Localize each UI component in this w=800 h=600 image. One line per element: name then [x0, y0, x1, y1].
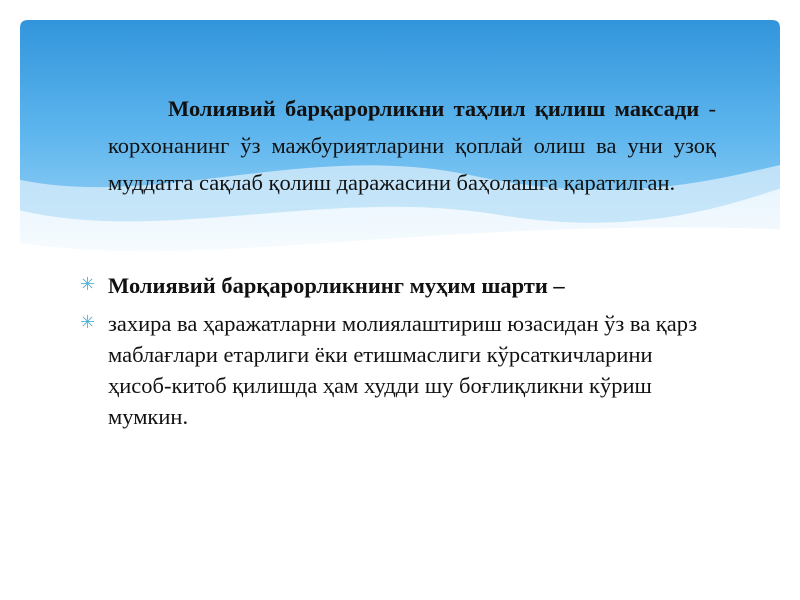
intro-rest: - корхонанинг ўз мажбуриятларини қоплай олиш ва уни узоқ муддатга сақлаб қолиш даражасини баҳолашга қаратилган. [108, 96, 716, 195]
star-bullet-icon: ✳ [80, 274, 96, 295]
intro-paragraph [108, 90, 716, 201]
bullet-text: Молиявий барқарорликнинг муҳим шарти – [108, 273, 565, 298]
intro-bold-lead: Молиявий барқарорликни таҳлил қилиш максади [168, 96, 700, 121]
star-bullet-icon: ✳ [80, 312, 96, 333]
bullet-text: захира ва ҳаражатларни молиялаштириш юзасидан ўз ва қарз маблағлари етарлиги ёки етишмаслиги кўрсаткичларини ҳисоб-китоб қилишда ҳам худди шу боғлиқликни кўриш мумкин. [108, 311, 698, 429]
